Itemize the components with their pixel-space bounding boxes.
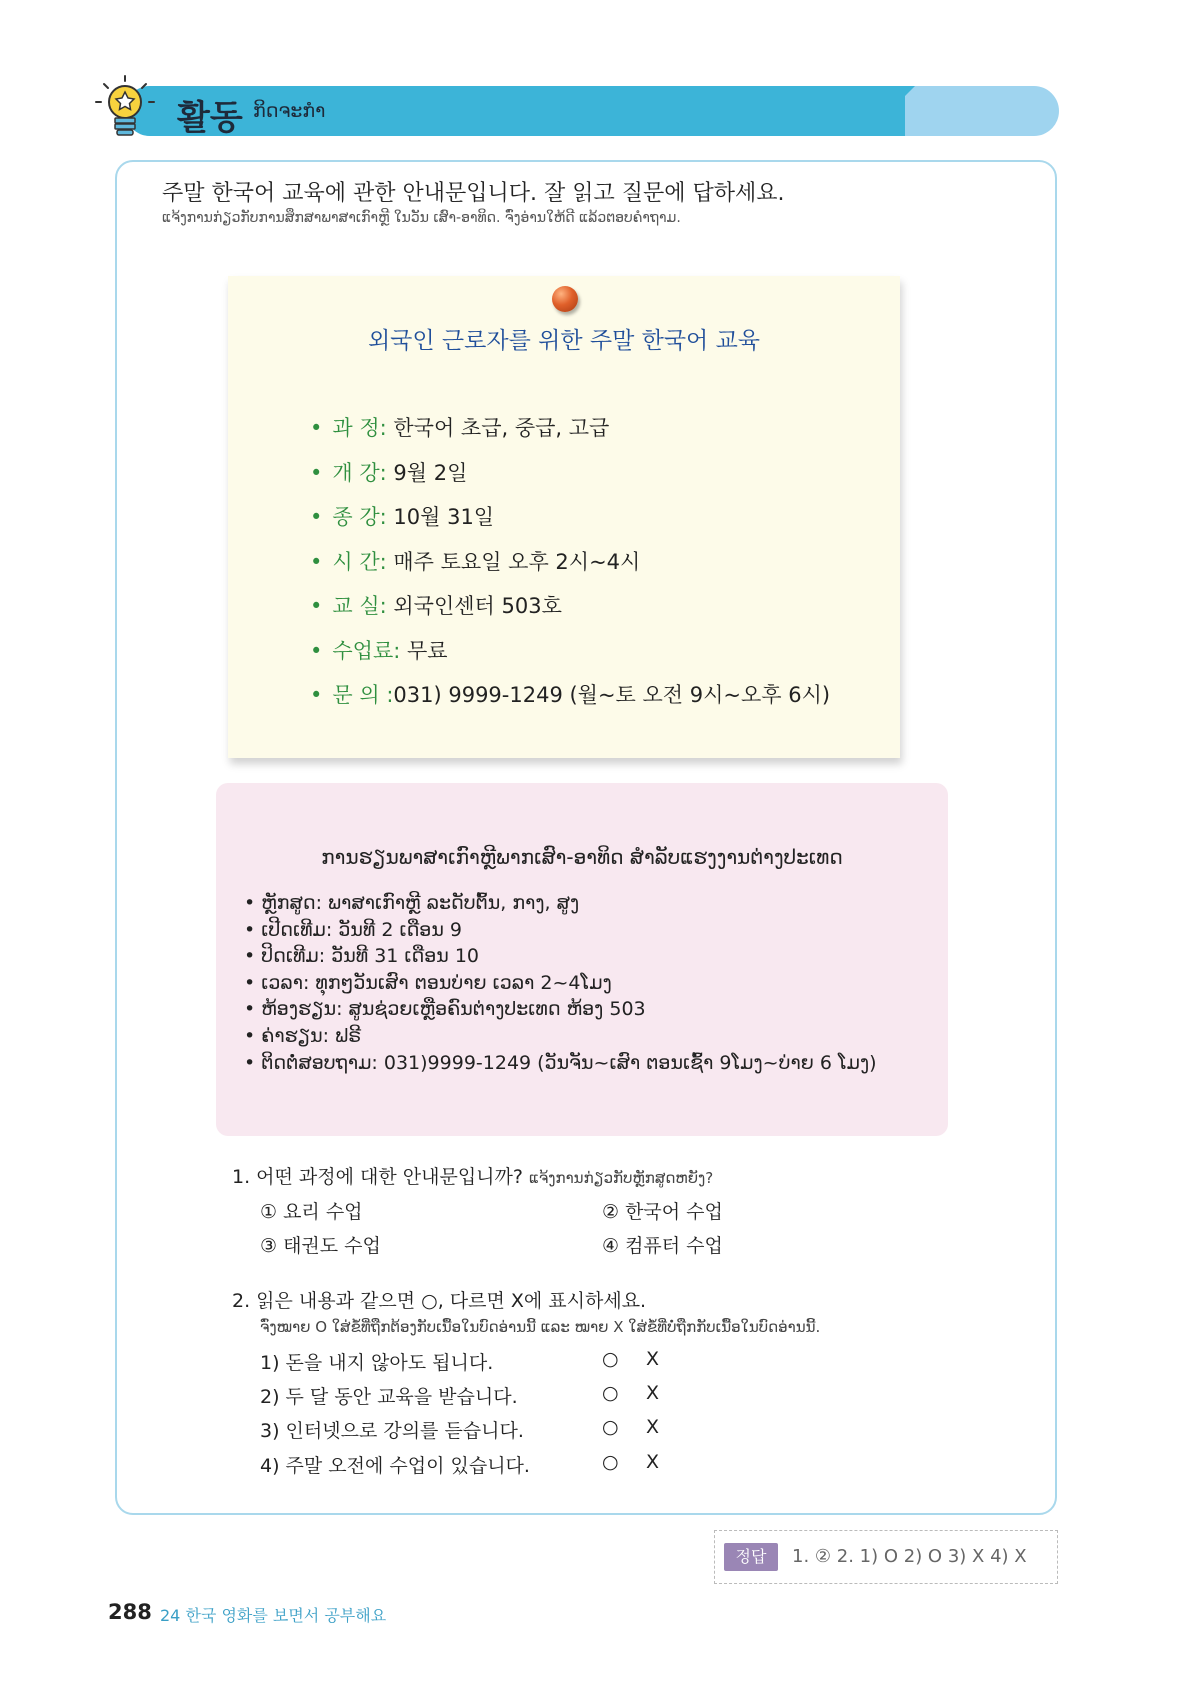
list-item: • 수업료: 무료: [310, 638, 448, 663]
answer-label: 정답: [724, 1543, 778, 1571]
x-choice[interactable]: X: [646, 1451, 660, 1473]
list-item: • ຫ້ອງຮຽນ: ສູນຊ່ວຍເຫຼືອຄົນຕ່າງປະເທດ ຫ້ອງ 503: [244, 998, 646, 1021]
q2-statement-1: 1) 돈을 내지 않아도 됩니다.: [260, 1352, 494, 1374]
q1-option-4[interactable]: ④ 컴퓨터 수업: [602, 1235, 723, 1257]
list-item: • 종 강: 10월 31일: [310, 505, 495, 529]
list-item: • ຄ່າຮຽນ: ຟຣີ: [244, 1024, 362, 1047]
list-item: • ປິດເທີມ: ວັນທີ 31 ເດືອນ 10: [244, 945, 480, 968]
list-item: • ເວລາ: ທຸກໆວັນເສົາ ຕອນບ່າຍ ເວລາ 2~4ໂມງ: [244, 971, 612, 994]
instruction-ko: 주말 한국어 교육에 관한 안내문입니다. 잘 읽고 질문에 답하세요.: [162, 181, 785, 206]
q1-option-2[interactable]: ② 한국어 수업: [602, 1201, 723, 1223]
q2-statement-4: 4) 주말 오전에 수업이 있습니다.: [260, 1455, 530, 1477]
list-item: • 시 간: 매주 토요일 오후 2시~4시: [310, 549, 641, 574]
q2-statement-2: 2) 두 달 동안 교육을 받습니다.: [260, 1386, 518, 1408]
q1-option-1[interactable]: ① 요리 수업: [260, 1201, 363, 1223]
x-choice[interactable]: X: [646, 1348, 660, 1370]
banner-title: 활동: [177, 98, 243, 136]
pushpin-icon: [552, 286, 578, 312]
list-item: • ຕິດຕໍ່ສອບຖາມ: 031)9999-1249 (ວັນຈັນ~ເສົາ ຕອນເຊົ້າ 9ໂມງ~ບ່າຍ 6 ໂມງ): [244, 1051, 877, 1074]
instruction-lo: ແຈ້ງການກ່ຽວກັບການສຶກສາພາສາເກົາຫຼີ ໃນວັນ ເສົາ-ອາທິດ. ຈົ່ງອ່ານໃຫ້ດີ ແລ້ວຕອບຄໍາຖາມ.: [162, 210, 681, 226]
list-item: • 문 의 :031) 9999-1249 (월~토 오전 9시~오후 6시): [310, 683, 831, 707]
page-number: 288: [108, 1600, 152, 1624]
list-item: • 과 정: 한국어 초급, 중급, 고급: [310, 416, 610, 440]
question-1-text: 1. 어떤 과정에 대한 안내문입니까?: [232, 1166, 523, 1188]
list-item: • ເປີດເທີມ: ວັນທີ 2 ເດືອນ 9: [244, 918, 462, 941]
o-choice[interactable]: ○: [602, 1382, 619, 1404]
x-choice[interactable]: X: [646, 1416, 660, 1438]
list-item: • 개 강: 9월 2일: [310, 460, 468, 485]
o-choice[interactable]: ○: [602, 1416, 619, 1438]
notice-list: [310, 412, 830, 724]
question-1-lo: ແຈ້ງການກ່ຽວກັບຫຼັກສູດຫຍັງ?: [529, 1169, 714, 1187]
list-item: • 교 실: 외국인센터 503호: [310, 594, 562, 618]
banner-slant: [865, 86, 915, 136]
chapter-title: 24 한국 영화를 보면서 공부해요: [160, 1606, 387, 1625]
banner-subtitle: ກິດຈະກຳ: [253, 100, 326, 122]
list-item: • ຫຼັກສູດ: ພາສາເກົາຫຼີ ລະດັບຕົ້ນ, ກາງ, ສູງ: [244, 892, 580, 914]
answer-text: 1. ② 2. 1) O 2) O 3) X 4) X: [792, 1546, 1027, 1567]
o-choice[interactable]: ○: [602, 1451, 619, 1473]
activity-banner: [125, 86, 1059, 136]
q2-statement-3: 3) 인터넷으로 강의를 듣습니다.: [260, 1420, 524, 1442]
lao-notice-list: [244, 892, 877, 1078]
q1-option-3[interactable]: ③ 태권도 수업: [260, 1235, 381, 1257]
lao-notice-title: ການຮຽນພາສາເກົາຫຼີພາກເສົາ-ອາທິດ ສຳລັບແຮງງານຕ່າງປະເທດ: [321, 845, 843, 869]
question-1: [232, 1162, 713, 1189]
question-2-text: 2. 읽은 내용과 같으면 ○, 다르면 X에 표시하세요.: [232, 1290, 647, 1312]
notice-title: 외국인 근로자를 위한 주말 한국어 교육: [367, 328, 761, 354]
x-choice[interactable]: X: [646, 1382, 660, 1404]
question-2-lo: ຈົ່ງໝາຍ O ໃສ່ຂໍ້ທີ່ຖືກຕ້ອງກັບເນື້ອໃນບົດອ່ານນີ້ ແລະ ໝາຍ X ໃສ່ຂໍ້ທີ່ບໍ່ຖືກກັບເນື້ອໃນບົດອ່ານນີ້.: [260, 1318, 821, 1336]
o-choice[interactable]: ○: [602, 1348, 619, 1370]
lightbulb-icon: [92, 74, 158, 140]
